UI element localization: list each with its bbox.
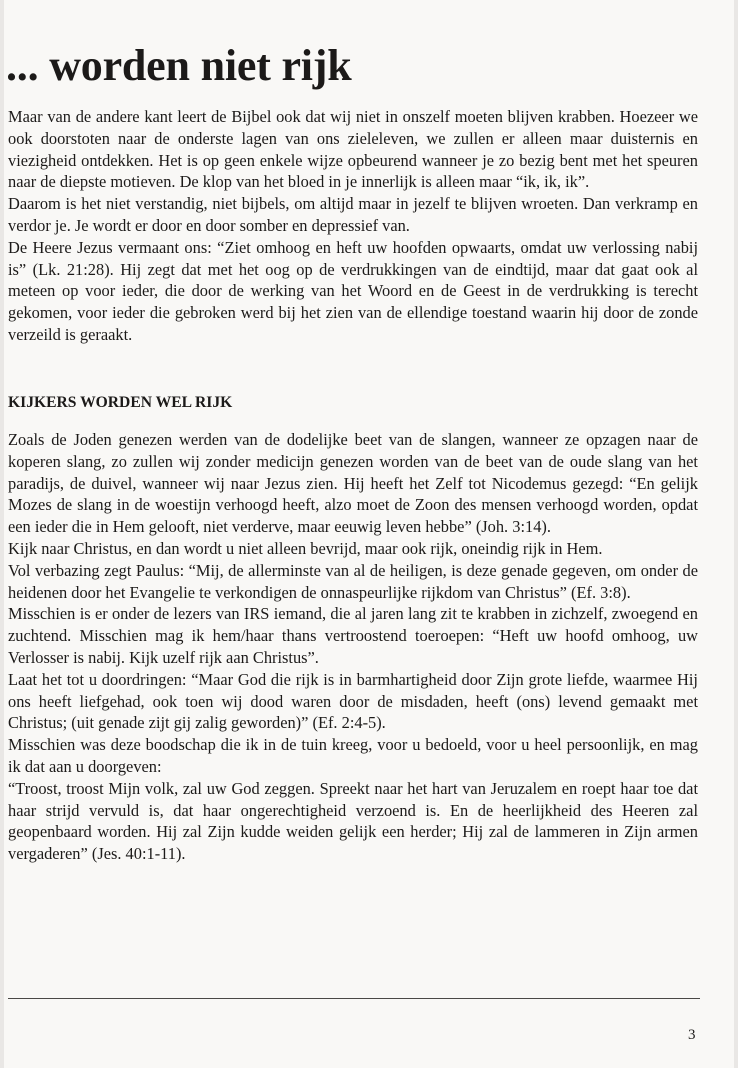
footer-divider: [8, 998, 700, 999]
paragraph: Misschien is er onder de lezers van IRS iemand, die al jaren lang zit te krabben in zichzelf, zwoegend en zuchtend. Misschien mag ik hem/haar thans vertroostend toeroepen: “Heft uw hoofd omhoog, uw Verlosser is nabij. Kijk uzelf rijk aan Christus”.: [8, 604, 698, 667]
paragraph: Maar van de andere kant leert de Bijbel ook dat wij niet in onszelf moeten blijven krabben. Hoezeer we ook doorstoten naar de onderste lagen van ons zieleleven, we zullen er alleen maar duisternis en viezigheid ontdekken. Het is op geen enkele wijze opbeurend wanneer je zo bezig bent met het speuren naar de diepste motieven. De klop van het bloed in je innerlijk is alleen maar “ik, ik, ik”.: [8, 107, 698, 192]
document-page: [4, 0, 734, 1068]
paragraph: Kijk naar Christus, en dan wordt u niet alleen bevrijd, maar ook rijk, oneindig rijk in Hem.: [8, 538, 603, 558]
paragraph: Laat het tot u doordringen: “Maar God die rijk is in barmhartigheid door Zijn grote liefde, waarmee Hij ons heeft liefgehad, ook toen wij dood waren door de misdaden, heeft (ons) levend gemaakt met Christus; (uit genade zijt gij zalig geworden)” (Ef. 2:4-5).: [8, 669, 698, 733]
intro-text: [8, 106, 698, 346]
page-title: ... worden niet rijk: [6, 41, 352, 90]
page-number: 3: [688, 1027, 696, 1043]
paragraph: De Heere Jezus vermaant ons: “Ziet omhoog en heft uw hoofden opwaarts, omdat uw verlossing nabij is” (Lk. 21:28). Hij zegt dat met het oog op de verdrukkingen van de eindtijd, maar dat gaat ook al meteen op voor ieder, die door de werking van het Woord en de Geest in de verdrukking is terecht gekomen, voor ieder die gebroken werd bij het zien van de ellendige toestand waarin hij door de zonde verzeild is geraakt.: [8, 237, 698, 344]
section-heading: KIJKERS WORDEN WEL RIJK: [8, 394, 233, 411]
section-text: [8, 429, 698, 865]
paragraph: Vol verbazing zegt Paulus: “Mij, de allerminste van al de heiligen, is deze genade gegeven, om onder de heidenen door het Evangelie te verkondigen de onnaspeurlijke rijkdom van Christus” (Ef. 3:8).: [8, 560, 698, 602]
paragraph: Daarom is het niet verstandig, niet bijbels, om altijd maar in jezelf te blijven wroeten. Dan verkramp en verdor je. Je wordt er door en door somber en depressief van.: [8, 194, 698, 235]
paragraph: “Troost, troost Mijn volk, zal uw God zeggen. Spreekt naar het hart van Jeruzalem en roept haar toe dat haar strijd vervuld is, dat haar ongerechtigheid verzoend is. En de heerlijkheid des Heeren zal geopenbaard worden. Hij zal Zijn kudde weiden gelijk een herder; Hij zal de lammeren in Zijn armen vergaderen” (Jes. 40:1-11).: [8, 778, 698, 864]
paragraph: Zoals de Joden genezen werden van de dodelijke beet van de slangen, wanneer ze opzagen naar de koperen slang, zo zullen wij zonder medicijn genezen worden van de beet van de oude slang van het paradijs, de duivel, wanneer wij naar Jezus zien. Hij heeft het Zelf tot Nicodemus gezegd: “En gelijk Mozes de slang in de woestijn verhoogd heeft, alzo moet de Zoon des mensen verhoogd worden, opdat een ieder die in Hem gelooft, niet verderve, maar eeuwig leven hebbe” (Joh. 3:14).: [8, 430, 698, 537]
paragraph: Misschien was deze boodschap die ik in de tuin kreeg, voor u bedoeld, voor u heel persoonlijk, en mag ik dat aan u doorgeven:: [8, 735, 698, 776]
